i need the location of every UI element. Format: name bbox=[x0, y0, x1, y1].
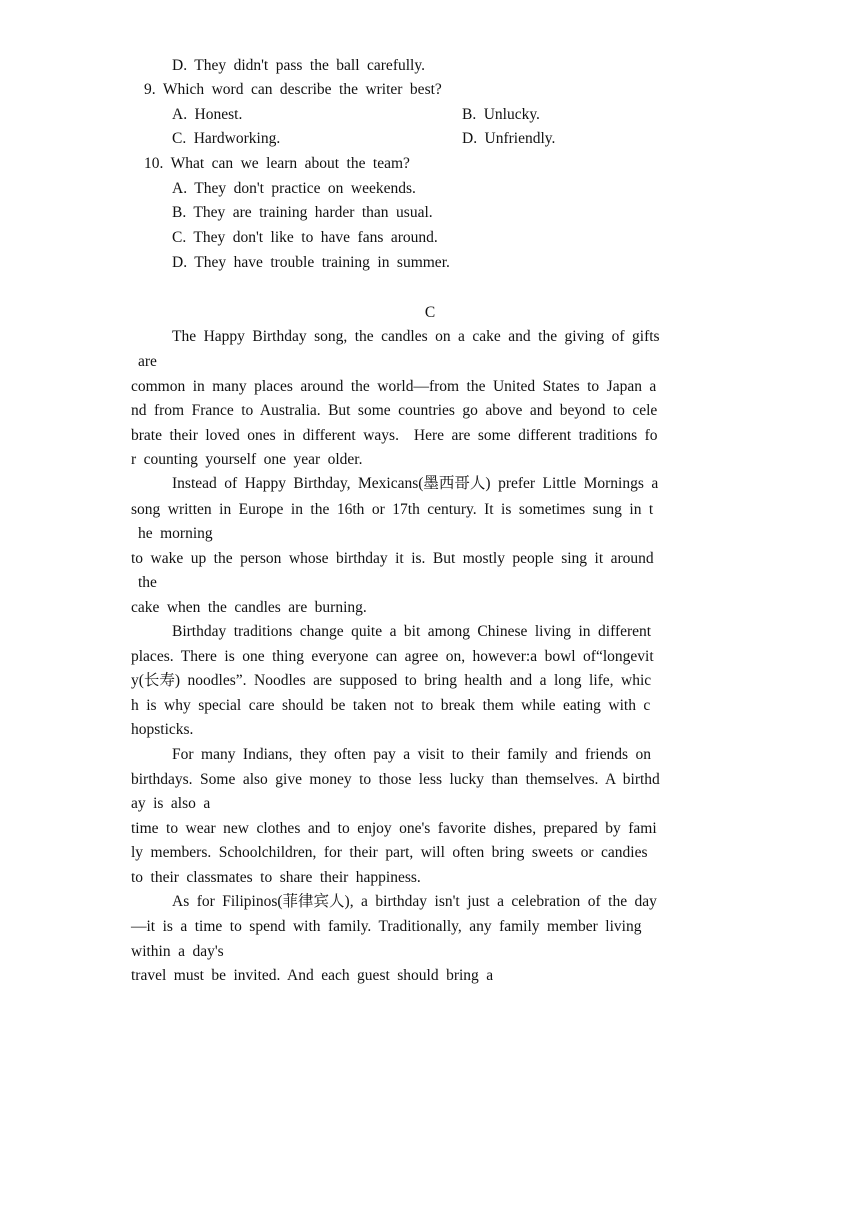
passage-line: ly members. Schoolchildren, for their part, will often bring sweets or candies bbox=[131, 844, 648, 861]
passage-line: brate their loved ones in different ways. Here are some different traditions fo bbox=[131, 427, 658, 444]
passage-line: hopsticks. bbox=[131, 721, 194, 738]
passage-line: y(长寿) noodles”. Noodles are supposed to bring health and a long life, whic bbox=[131, 672, 652, 689]
passage-line: travel must be invited. And each guest should bring a bbox=[131, 967, 494, 984]
passage-line: common in many places around the world—from the United States to Japan a bbox=[131, 378, 657, 395]
passage-line: he morning bbox=[138, 525, 213, 542]
passage-line: within a day's bbox=[131, 943, 224, 960]
passage-line: places. There is one thing everyone can agree on, however:a bowl of“longevit bbox=[131, 648, 654, 665]
passage-line: song written in Europe in the 16th or 17th century. It is sometimes sung in t bbox=[131, 501, 654, 518]
passage-line: The Happy Birthday song, the candles on a cake and the giving of gifts bbox=[172, 328, 660, 345]
section-label: C bbox=[424, 304, 436, 321]
q10-option-c: C. They don't like to have fans around. bbox=[172, 229, 438, 246]
passage-line: As for Filipinos(菲律宾人), a birthday isn't just a celebration of the day bbox=[172, 893, 657, 910]
q10-option-b: B. They are training harder than usual. bbox=[172, 204, 433, 221]
q9-option-d: D. Unfriendly. bbox=[462, 130, 556, 147]
q10-option-d: D. They have trouble training in summer. bbox=[172, 254, 450, 271]
passage-line: the bbox=[138, 574, 157, 591]
passage-line: Birthday traditions change quite a bit among Chinese living in different bbox=[172, 623, 652, 640]
passage-line: ay is also a bbox=[131, 795, 211, 812]
passage-line: Instead of Happy Birthday, Mexicans(墨西哥人) prefer Little Mornings a bbox=[172, 475, 659, 492]
passage-line: to their classmates to share their happiness. bbox=[131, 869, 421, 886]
q10-stem: 10. What can we learn about the team? bbox=[144, 155, 410, 172]
q9-option-a: A. Honest. bbox=[172, 106, 243, 123]
q9-option-b: B. Unlucky. bbox=[462, 106, 540, 123]
passage-line: birthdays. Some also give money to those less lucky than themselves. A birthd bbox=[131, 771, 660, 788]
passage-line: are bbox=[138, 353, 157, 370]
passage-line: to wake up the person whose birthday it is. But mostly people sing it around bbox=[131, 550, 654, 567]
passage-line: —it is a time to spend with family. Traditionally, any family member living bbox=[131, 918, 642, 935]
passage-line: time to wear new clothes and to enjoy one's favorite dishes, prepared by fami bbox=[131, 820, 657, 837]
passage-line: cake when the candles are burning. bbox=[131, 599, 367, 616]
q8-option-d: D. They didn't pass the ball carefully. bbox=[172, 57, 425, 74]
passage-line: For many Indians, they often pay a visit to their family and friends on bbox=[172, 746, 651, 763]
passage-line: h is why special care should be taken not to break them while eating with c bbox=[131, 697, 651, 714]
q10-option-a: A. They don't practice on weekends. bbox=[172, 180, 416, 197]
q9-stem: 9. Which word can describe the writer best? bbox=[144, 81, 442, 98]
passage-line: nd from France to Australia. But some countries go above and beyond to cele bbox=[131, 402, 658, 419]
q9-option-c: C. Hardworking. bbox=[172, 130, 281, 147]
passage-line: r counting yourself one year older. bbox=[131, 451, 363, 468]
